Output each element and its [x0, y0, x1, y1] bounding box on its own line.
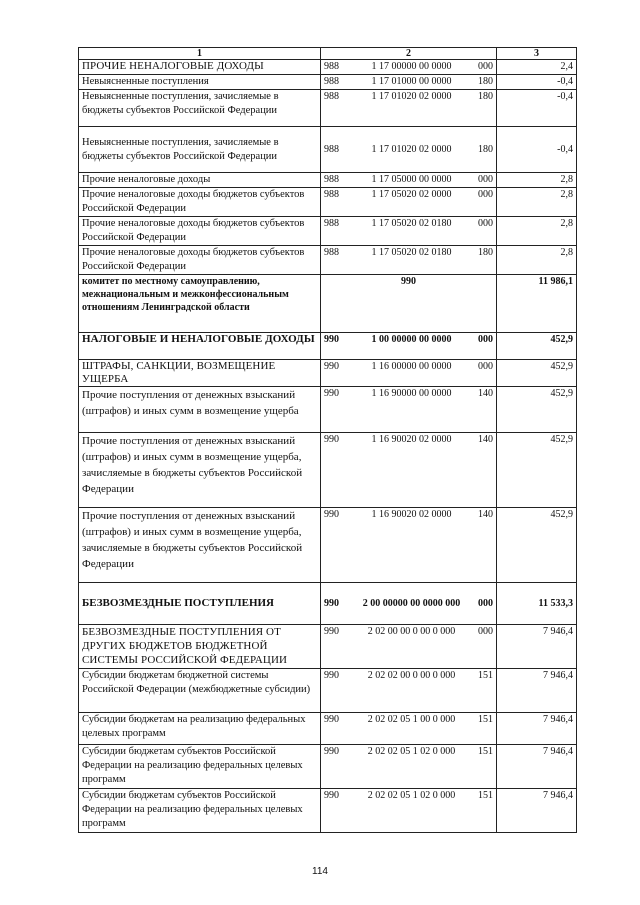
row-value: 2,8 — [497, 217, 577, 246]
header-col-2: 2 — [321, 48, 497, 60]
row-name: Субсидии бюджетам субъектов Российской Федерации на реализацию федеральных целевых программ — [79, 745, 321, 789]
table-row — [79, 173, 577, 188]
page-number: 114 — [312, 866, 328, 877]
row-sub-code: 151 — [478, 670, 493, 681]
row-code — [321, 127, 497, 173]
table-row — [79, 583, 577, 625]
budget-revenue-table — [78, 47, 577, 833]
row-kbk-code: 1 16 90020 02 0000 — [371, 509, 452, 520]
table-row — [79, 360, 577, 387]
row-admin-code: 990 — [324, 714, 339, 725]
row-sub-code: 000 — [478, 189, 493, 200]
row-kbk-code: 1 17 05000 00 0000 — [371, 174, 452, 185]
table-row — [79, 745, 577, 789]
row-value: -0,4 — [497, 127, 577, 173]
table-row — [79, 75, 577, 90]
row-value: 7 946,4 — [497, 745, 577, 789]
row-kbk-code: 2 02 00 00 0 00 0 000 — [367, 626, 456, 637]
row-value: 452,9 — [497, 333, 577, 360]
row-sub-code: 000 — [478, 218, 493, 229]
row-admin-code: 990 — [324, 790, 339, 801]
row-kbk-code: 1 17 01020 02 0000 — [371, 91, 452, 102]
row-kbk-code: 1 17 05020 02 0180 — [371, 218, 452, 229]
row-admin-code: 988 — [324, 143, 339, 155]
row-admin-code: 988 — [324, 247, 339, 258]
table-row — [79, 333, 577, 360]
row-sub-code: 000 — [478, 361, 493, 372]
row-name: БЕЗВОЗМЕЗДНЫЕ ПОСТУПЛЕНИЯ — [79, 583, 321, 625]
table-row — [79, 387, 577, 433]
row-value: 7 946,4 — [497, 669, 577, 713]
table-row — [79, 127, 577, 173]
row-admin-code: 990 — [324, 361, 339, 372]
row-admin-code: 990 — [324, 388, 339, 399]
row-code — [321, 60, 497, 75]
row-sub-code: 140 — [478, 434, 493, 445]
table-row — [79, 713, 577, 745]
row-value: 11 986,1 — [497, 275, 577, 333]
row-kbk-code: 1 17 05020 02 0180 — [371, 247, 452, 258]
row-code — [321, 669, 497, 713]
row-admin-code: 988 — [324, 61, 339, 72]
table-row — [79, 60, 577, 75]
row-value: 452,9 — [497, 433, 577, 508]
row-value: 2,8 — [497, 173, 577, 188]
row-admin-code: 988 — [324, 174, 339, 185]
table-row — [79, 625, 577, 669]
row-name: НАЛОГОВЫЕ И НЕНАЛОГОВЫЕ ДОХОДЫ — [79, 333, 321, 360]
row-kbk-code: 2 02 02 00 0 00 0 000 — [367, 670, 456, 681]
table-row — [79, 217, 577, 246]
row-admin-code: 990 — [324, 509, 339, 520]
row-sub-code: 000 — [478, 626, 493, 637]
row-value: 7 946,4 — [497, 713, 577, 745]
row-admin-code: 990 — [324, 746, 339, 757]
row-code — [321, 583, 497, 625]
row-value: 2,8 — [497, 246, 577, 275]
table-row-committee — [79, 275, 577, 333]
row-code — [321, 90, 497, 127]
row-name: Прочие неналоговые доходы — [79, 173, 321, 188]
row-name: ШТРАФЫ, САНКЦИИ, ВОЗМЕЩЕНИЕ УЩЕРБА — [79, 360, 321, 387]
table-header-row — [79, 48, 577, 60]
row-code — [321, 433, 497, 508]
row-admin-code: 988 — [324, 218, 339, 229]
row-name: Прочие поступления от денежных взысканий (штрафов) и иных сумм в возмещение ущерба — [79, 387, 321, 433]
row-code — [321, 789, 497, 833]
row-code — [321, 508, 497, 583]
row-kbk-code: 1 16 90000 00 0000 — [371, 388, 452, 399]
row-name: Прочие неналоговые доходы бюджетов субъектов Российской Федерации — [79, 246, 321, 275]
row-value: -0,4 — [497, 75, 577, 90]
row-sub-code: 180 — [478, 76, 493, 87]
row-name: Прочие поступления от денежных взысканий (штрафов) и иных сумм в возмещение ущерба, зачисляемые в бюджеты субъектов Российской Федерации — [79, 433, 321, 508]
row-value: 11 533,3 — [497, 583, 577, 625]
row-value: 2,8 — [497, 188, 577, 217]
row-kbk-code: 2 02 02 05 1 00 0 000 — [367, 714, 456, 725]
row-admin-code: 988 — [324, 76, 339, 87]
row-admin-code: 988 — [324, 189, 339, 200]
row-code — [321, 387, 497, 433]
row-sub-code: 000 — [478, 61, 493, 72]
row-name: Прочие неналоговые доходы бюджетов субъектов Российской Федерации — [79, 188, 321, 217]
row-value: 452,9 — [497, 508, 577, 583]
table-row — [79, 508, 577, 583]
header-col-3: 3 — [497, 48, 577, 60]
row-kbk-code: 1 17 00000 00 0000 — [371, 61, 452, 72]
row-name: Прочие неналоговые доходы бюджетов субъектов Российской Федерации — [79, 217, 321, 246]
row-admin-code: 990 — [324, 334, 339, 345]
row-kbk-code: 2 02 02 05 1 02 0 000 — [367, 790, 456, 801]
row-name: Невыясненные поступления — [79, 75, 321, 90]
row-code — [321, 713, 497, 745]
row-value: 452,9 — [497, 387, 577, 433]
row-admin-code: 990 — [324, 434, 339, 445]
row-sub-code: 000 — [478, 334, 493, 345]
row-code — [321, 360, 497, 387]
row-code — [321, 246, 497, 275]
row-sub-code: 000 — [478, 597, 493, 609]
row-sub-code: 000 — [478, 174, 493, 185]
row-name: Прочие поступления от денежных взысканий (штрафов) и иных сумм в возмещение ущерба, зачисляемые в бюджеты субъектов Российской Федерации — [79, 508, 321, 583]
row-sub-code: 140 — [478, 509, 493, 520]
row-kbk-code: 1 00 00000 00 0000 — [371, 334, 452, 345]
row-admin-code: 990 — [324, 670, 339, 681]
row-kbk-code: 1 17 01020 02 0000 — [371, 143, 452, 155]
row-sub-code: 180 — [478, 247, 493, 258]
row-name: Субсидии бюджетам бюджетной системы Российской Федерации (межбюджетные субсидии) — [79, 669, 321, 713]
row-sub-code: 140 — [478, 388, 493, 399]
row-kbk-code: 1 17 01000 00 0000 — [371, 76, 452, 87]
row-kbk-code: 1 16 00000 00 0000 — [371, 361, 452, 372]
row-name: Невыясненные поступления, зачисляемые в бюджеты субъектов Российской Федерации — [79, 90, 321, 127]
row-code — [321, 745, 497, 789]
row-kbk-code: 1 17 05020 02 0000 — [371, 189, 452, 200]
row-value: 452,9 — [497, 360, 577, 387]
table-row — [79, 246, 577, 275]
row-kbk-code: 1 16 90020 02 0000 — [371, 434, 452, 445]
table-row — [79, 789, 577, 833]
row-value: 2,4 — [497, 60, 577, 75]
row-name: ПРОЧИЕ НЕНАЛОГОВЫЕ ДОХОДЫ — [79, 60, 321, 75]
table-row — [79, 433, 577, 508]
row-admin-code: 988 — [324, 91, 339, 102]
row-sub-code: 151 — [478, 714, 493, 725]
row-sub-code: 151 — [478, 790, 493, 801]
row-admin-code: 990 — [324, 626, 339, 637]
row-name: Субсидии бюджетам субъектов Российской Федерации на реализацию федеральных целевых программ — [79, 789, 321, 833]
row-name: комитет по местному самоуправлению, межнациональным и межконфессиональным отношениям Ленинградской области — [79, 275, 321, 333]
row-code — [321, 75, 497, 90]
row-code — [321, 625, 497, 669]
row-admin-code: 990 — [324, 597, 339, 609]
row-name: Субсидии бюджетам на реализацию федеральных целевых программ — [79, 713, 321, 745]
row-code — [321, 217, 497, 246]
row-value: 7 946,4 — [497, 625, 577, 669]
row-sub-code: 180 — [478, 143, 493, 155]
row-code — [321, 188, 497, 217]
row-code — [321, 333, 497, 360]
row-code: 990 — [321, 275, 497, 333]
row-sub-code: 180 — [478, 91, 493, 102]
header-col-1: 1 — [79, 48, 321, 60]
row-sub-code: 151 — [478, 746, 493, 757]
row-value: -0,4 — [497, 90, 577, 127]
row-name: БЕЗВОЗМЕЗДНЫЕ ПОСТУПЛЕНИЯ ОТ ДРУГИХ БЮДЖЕТОВ БЮДЖЕТНОЙ СИСТЕМЫ РОССИЙСКОЙ ФЕДЕРАЦИИ — [79, 625, 321, 669]
table-row — [79, 90, 577, 127]
row-kbk-code: 2 02 02 05 1 02 0 000 — [367, 746, 456, 757]
row-name: Невыясненные поступления, зачисляемые в бюджеты субъектов Российской Федерации — [79, 127, 321, 173]
table-row — [79, 669, 577, 713]
row-code — [321, 173, 497, 188]
row-kbk-code: 2 00 00000 00 0000 000 — [362, 597, 461, 609]
table-row — [79, 188, 577, 217]
row-value: 7 946,4 — [497, 789, 577, 833]
